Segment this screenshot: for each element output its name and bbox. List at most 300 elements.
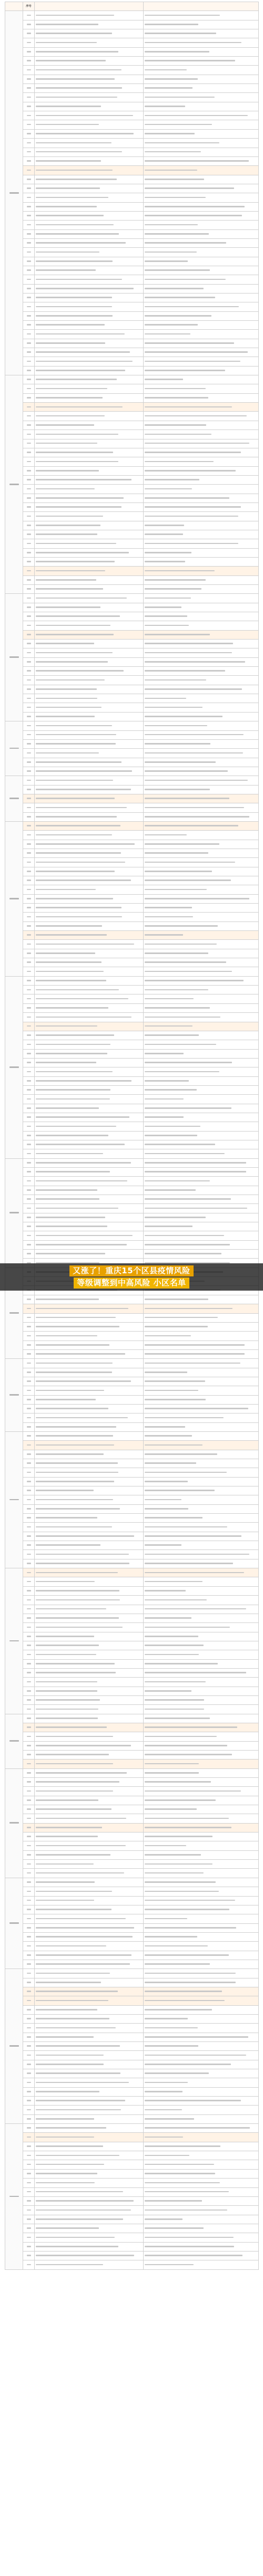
name-cell [35,1814,144,1823]
name-cell [35,2069,144,2078]
illegible-text [27,2036,31,2038]
illegible-text [36,1690,97,1692]
illegible-text [27,862,31,863]
name-cell [35,1049,144,1058]
name-cell [35,1641,144,1650]
location-cell [144,1596,259,1605]
location-cell [144,311,259,320]
illegible-text [27,1417,31,1419]
location-cell [144,1040,259,1049]
illegible-text [145,1663,218,1664]
seq-cell [23,2051,35,2060]
illegible-text [27,516,31,517]
seq-cell [23,321,35,330]
seq-cell [23,1222,35,1231]
location-cell [144,2087,259,2096]
name-cell [35,193,144,202]
illegible-text [27,1781,31,1783]
seq-cell [23,1960,35,1968]
illegible-text [36,115,133,117]
seq-cell [23,1559,35,1568]
table-row [5,111,259,120]
table-row [5,2106,259,2114]
location-cell [144,475,259,484]
table-row [5,2187,259,2196]
name-cell [35,2242,144,2251]
table-row [5,2060,259,2069]
table-row [5,502,259,511]
location-cell [144,1058,259,1067]
name-cell [35,2179,144,2187]
illegible-text [27,2182,31,2184]
seq-cell [23,1195,35,1204]
name-cell [35,393,144,402]
illegible-text [9,1394,19,1396]
table-row [5,1250,259,1259]
location-cell [144,530,259,539]
illegible-text [36,388,107,390]
illegible-text [145,1198,231,1200]
table-row [5,1787,259,1796]
location-cell [144,1140,259,1149]
illegible-text [145,1317,218,1318]
name-cell [35,548,144,557]
illegible-text [145,342,234,344]
illegible-text [145,1417,224,1419]
location-cell [144,1377,259,1386]
seq-cell [23,539,35,548]
area-cell [5,1431,23,1568]
illegible-text [27,1472,31,1473]
illegible-text [145,1681,206,1683]
illegible-text [27,716,31,717]
illegible-text [36,1235,133,1237]
location-cell [144,1186,259,1195]
illegible-text [27,1845,31,1847]
name-cell [35,275,144,284]
table-row [5,539,259,548]
location-cell [144,712,259,721]
illegible-text [36,15,114,16]
seq-cell [23,485,35,494]
illegible-text [145,1872,204,1874]
illegible-text [36,516,103,517]
illegible-text [36,1772,127,1774]
illegible-text [36,698,97,699]
table-row [5,1577,259,1586]
seq-cell [23,175,35,184]
name-cell [35,1969,144,1978]
location-cell [144,1695,259,1704]
illegible-text [145,124,212,125]
table-row [5,11,259,20]
illegible-text [145,2109,182,2111]
location-cell [144,1195,259,1204]
name-cell [35,430,144,439]
location-cell [144,2097,259,2106]
name-cell [35,1322,144,1331]
illegible-text [36,1189,97,1191]
illegible-text [27,1918,31,1920]
location-cell [144,1504,259,1513]
name-cell [35,512,144,521]
location-cell [144,1732,259,1741]
illegible-text [36,1408,108,1409]
name-cell [35,1113,144,1122]
table-row [5,785,259,794]
illegible-text [145,716,222,717]
illegible-text [145,1408,248,1409]
name-cell [35,612,144,621]
location-cell [144,2160,259,2169]
table-row [5,1459,259,1468]
illegible-text [145,1116,184,1118]
location-cell [144,275,259,284]
table-row [5,1778,259,1787]
seq-cell [23,2233,35,2242]
illegible-text [145,552,191,553]
illegible-text [36,1171,110,1172]
illegible-text [27,1171,31,1172]
name-cell [35,1504,144,1513]
illegible-text [36,133,134,134]
illegible-text [145,1025,193,1027]
illegible-text [36,1799,98,1801]
name-cell [35,502,144,511]
illegible-text [27,2145,31,2147]
name-cell [35,876,144,885]
illegible-text [27,907,31,908]
illegible-text [36,1927,134,1929]
illegible-text [36,1544,100,1546]
illegible-text [145,2127,250,2129]
illegible-text [145,497,229,499]
name-cell [35,1532,144,1541]
location-cell [144,1978,259,1987]
illegible-text [27,1891,31,1892]
name-cell [35,1022,144,1031]
location-cell [144,1751,259,1760]
name-cell [35,1359,144,1368]
table-row [5,1422,259,1431]
table-row [5,38,259,47]
illegible-text [145,816,249,818]
seq-cell [23,357,35,366]
illegible-text [27,1034,31,1036]
illegible-text [145,1226,193,1227]
illegible-text [36,1918,126,1920]
illegible-text [27,78,31,80]
table-row [5,721,259,730]
illegible-text [27,1554,31,1555]
name-cell [35,1668,144,1677]
illegible-text [145,2055,246,2056]
seq-cell [23,193,35,202]
seq-cell [23,1823,35,1832]
location-cell [144,2260,259,2269]
illegible-text [145,2155,189,2156]
seq-cell [23,1695,35,1704]
location-cell [144,366,259,375]
location-cell [144,1177,259,1186]
illegible-text [27,643,31,644]
illegible-text [27,789,31,790]
name-cell [35,1031,144,1040]
table-row [5,1322,259,1331]
illegible-text [27,2100,31,2101]
table-row [5,1450,259,1459]
seq-cell [23,1422,35,1431]
table-row [5,1768,259,1777]
seq-cell [23,502,35,511]
illegible-text [36,934,107,936]
name-cell [35,1942,144,1951]
illegible-text [27,297,31,298]
illegible-text [36,406,123,408]
location-cell [144,749,259,758]
illegible-text [145,1326,208,1327]
location-cell [144,1049,259,1058]
table-row [5,1659,259,1668]
illegible-text [27,415,31,417]
table-row [5,1186,259,1195]
illegible-text [145,1982,236,1983]
table-row [5,2206,259,2215]
illegible-text [27,1462,31,1464]
illegible-text [145,1344,245,1346]
location-cell [144,421,259,430]
seq-cell [23,594,35,603]
illegible-text [145,1909,229,1910]
table-row [5,1368,259,1377]
illegible-text [36,1226,107,1227]
seq-cell [23,776,35,785]
location-cell [144,1760,259,1768]
location-cell [144,1768,259,1777]
table-row [5,994,259,1003]
illegible-text [27,15,31,16]
name-cell [35,530,144,539]
seq-cell [23,1304,35,1313]
illegible-text [27,1736,31,1737]
location-cell [144,1659,259,1668]
illegible-text [145,670,225,672]
illegible-text [27,1982,31,1983]
illegible-text [36,479,132,480]
location-cell [144,2133,259,2142]
table-row [5,1523,259,1532]
table-row [5,2033,259,2041]
name-cell [35,1923,144,1932]
illegible-text [145,1017,220,1018]
illegible-text [36,1253,105,1254]
table-row [5,330,259,339]
location-cell [144,257,259,266]
name-cell [35,129,144,138]
table-row [5,1614,259,1622]
seq-cell [23,2042,35,2051]
illegible-text [9,1922,19,1924]
seq-cell [23,375,35,384]
illegible-text [27,1481,31,1482]
table-row [5,1586,259,1595]
location-cell [144,904,259,913]
seq-cell [23,1805,35,1814]
illegible-text [27,2000,31,2002]
illegible-text [27,1808,31,1810]
table-row [5,57,259,66]
seq-cell [23,366,35,375]
illegible-text [145,424,206,426]
illegible-text [36,324,105,326]
table-row [5,1960,259,1968]
table-row [5,2242,259,2251]
illegible-text [36,2091,99,2092]
location-cell [144,412,259,421]
location-cell [144,940,259,949]
table-row [5,2069,259,2078]
name-cell [35,1860,144,1869]
seq-cell [23,302,35,311]
name-cell [35,1778,144,1787]
seq-cell [23,2242,35,2251]
name-cell [35,439,144,448]
seq-cell [23,1022,35,1031]
table-row [5,1596,259,1605]
location-cell [144,831,259,840]
table-row [5,1905,259,1914]
seq-cell [23,949,35,958]
name-cell [35,384,144,393]
seq-cell [23,20,35,29]
seq-cell [23,421,35,430]
location-cell [144,2142,259,2151]
table-row [5,384,259,393]
table-row [5,1760,259,1768]
illegible-text [36,2000,108,2002]
seq-cell [23,767,35,776]
name-cell [35,211,144,220]
table-row [5,1650,259,1659]
table-row [5,1213,259,1222]
seq-cell [23,849,35,857]
name-cell [35,1231,144,1240]
illegible-text [145,2264,194,2266]
seq-cell [23,1177,35,1186]
illegible-text [36,415,105,417]
illegible-text [145,1772,199,1774]
location-cell [144,2169,259,2178]
location-cell [144,1149,259,1158]
table-row [5,949,259,958]
seq-cell [23,1577,35,1586]
location-cell [144,330,259,339]
illegible-text [36,397,103,399]
illegible-text [36,1854,110,1856]
illegible-text [145,1053,184,1054]
illegible-text [36,1335,97,1337]
seq-cell [23,1158,35,1167]
illegible-text [145,2018,188,2019]
name-cell [35,1177,144,1186]
seq-cell [23,1841,35,1850]
table-row [5,156,259,165]
illegible-text [27,780,31,781]
illegible-text [36,807,127,809]
location-cell [144,2242,259,2251]
seq-cell [23,758,35,767]
name-cell [35,448,144,457]
seq-cell [23,211,35,220]
illegible-text [27,1818,31,1819]
location-cell [144,1222,259,1231]
illegible-text [145,1508,188,1510]
location-cell [144,1104,259,1113]
illegible-text [145,1891,219,1892]
name-cell [35,2160,144,2169]
illegible-text [27,570,31,572]
illegible-text [36,761,122,763]
seq-cell [23,913,35,922]
seq-cell [23,1186,35,1195]
location-cell [144,357,259,366]
illegible-text [145,2237,234,2238]
illegible-text [27,1854,31,1856]
illegible-text [27,333,31,335]
illegible-text [27,1754,31,1755]
name-cell [35,38,144,47]
illegible-text [145,1963,210,1965]
name-cell [35,84,144,93]
table-row [5,1441,259,1450]
seq-cell [23,1076,35,1085]
name-cell [35,2060,144,2069]
seq-cell [23,166,35,175]
name-cell [35,366,144,375]
seq-cell [23,703,35,712]
illegible-text [145,324,198,326]
illegible-text [145,1399,206,1400]
name-cell [35,1368,144,1377]
illegible-text [27,2091,31,2092]
name-cell [35,2024,144,2033]
location-cell [144,221,259,229]
illegible-text [27,934,31,936]
table-row [5,1313,259,1322]
illegible-text [145,97,215,98]
location-cell [144,1422,259,1431]
illegible-text [9,656,19,658]
illegible-text [27,324,31,326]
illegible-text [27,2264,31,2266]
name-cell [35,1541,144,1550]
location-cell [144,721,259,730]
table-row [5,1122,259,1131]
table-row [5,248,259,257]
illegible-text [145,898,249,899]
location-cell [144,986,259,994]
seq-cell [23,1905,35,1914]
name-cell [35,849,144,857]
illegible-text [36,260,113,262]
seq-cell [23,284,35,293]
table-row [5,1714,259,1723]
location-cell [144,339,259,348]
illegible-text [145,1153,225,1155]
name-cell [35,311,144,320]
illegible-text [145,224,198,226]
table-row [5,986,259,994]
